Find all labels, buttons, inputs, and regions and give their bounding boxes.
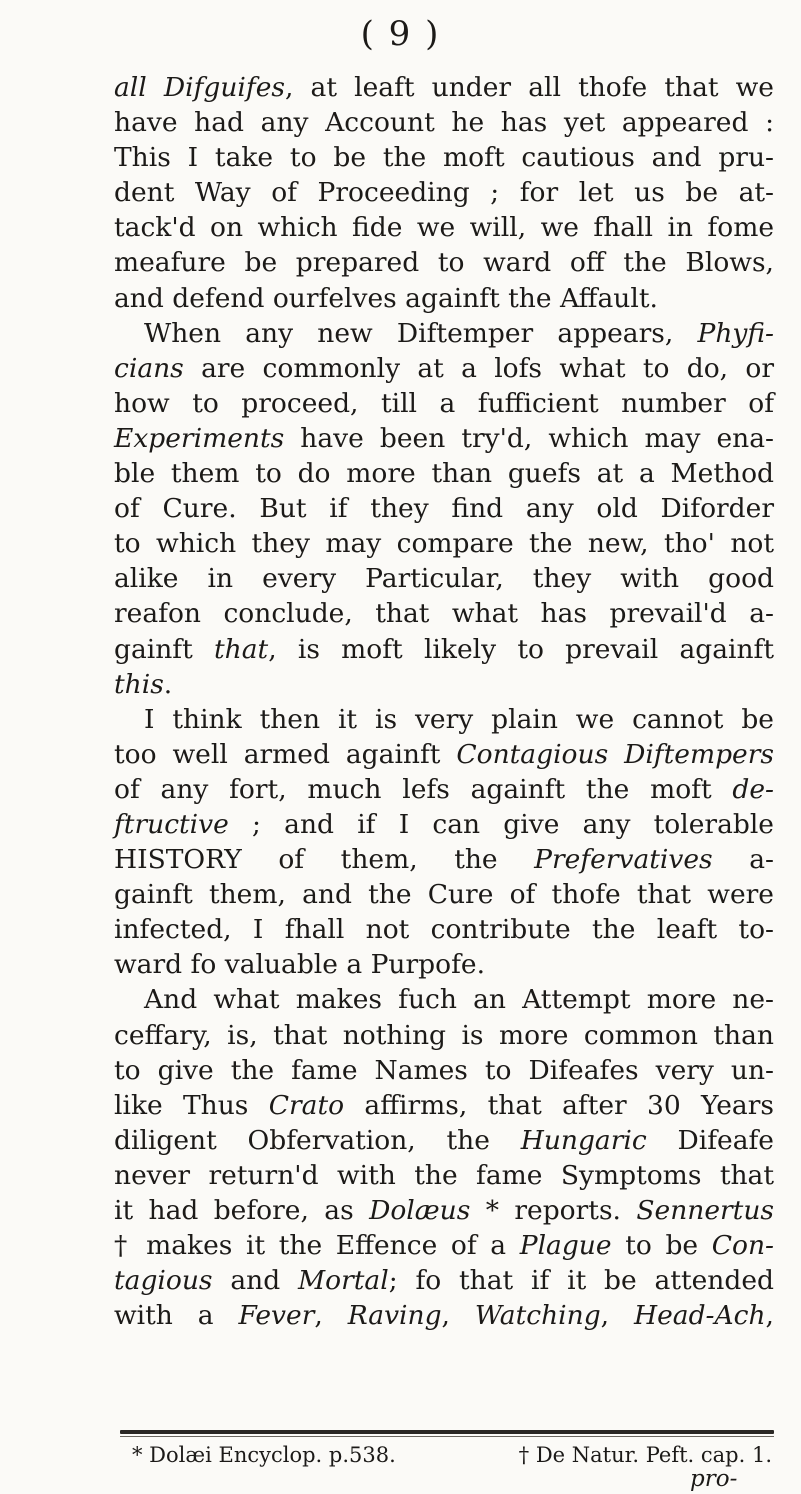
text-line: HISTORY of them, the Prefervatives a- xyxy=(114,844,774,876)
text-line: to which they may compare the new, tho' not xyxy=(114,528,774,560)
text-line: with a Fever, Raving, Watching, Head-Ach, xyxy=(114,1300,774,1332)
text-line: it had before, as Dolæus * reports. Sennertus xyxy=(114,1195,774,1226)
text-line: I think then it is very plain we cannot be xyxy=(144,703,774,735)
text-line: diligent Obfervation, the Hungaric Difeafe xyxy=(114,1124,774,1156)
text-line: all Difguifes, at leaft under all thofe that we xyxy=(114,72,774,103)
footnote-rule xyxy=(120,1430,774,1434)
text-line: never return'd with the fame Symptoms that xyxy=(114,1159,774,1191)
text-line: Experiments have been try'd, which may ena- xyxy=(114,422,774,454)
footnote-sennertus: † De Natur. Peft. cap. 1. xyxy=(518,1443,772,1467)
text-line: tagious and Mortal; fo that if it be attended xyxy=(114,1265,774,1297)
text-line: When any new Diftemper appears, Phyfi- xyxy=(144,317,774,349)
text-line: of Cure. But if they find any old Diforder xyxy=(114,493,774,525)
text-line: ward fo valuable a Purpofe. xyxy=(114,949,485,981)
text-line: to give the fame Names to Difeafes very un- xyxy=(114,1054,774,1086)
text-line: reafon conclude, that what has prevail'd a- xyxy=(114,598,774,630)
text-line: This I take to be the moft cautious and pru- xyxy=(114,142,774,174)
catchword: pro- xyxy=(690,1466,738,1492)
text-line: infected, I fhall not contribute the leaft to- xyxy=(114,914,774,946)
page-number: ( 9 ) xyxy=(360,14,441,54)
text-line: meafure be prepared to ward off the Blows, xyxy=(114,247,774,279)
text-line: gainft that, is moft likely to prevail againft xyxy=(114,633,775,665)
text-line: like Thus Crato affirms, that after 30 Years xyxy=(114,1089,774,1121)
text-line: this. xyxy=(114,668,173,700)
text-line: ble them to do more than guefs at a Method xyxy=(114,458,774,490)
text-line: † makes it the Effence of a Plague to be Con- xyxy=(114,1230,774,1262)
text-line: of any fort, much lefs againft the moft de- xyxy=(114,773,774,805)
footnote-dolaeus: * Dolæi Encyclop. p.538. xyxy=(132,1443,396,1467)
text-line: And what makes fuch an Attempt more ne- xyxy=(144,984,774,1016)
text-line: alike in every Particular, they with good xyxy=(114,563,774,595)
text-line: have had any Account he has yet appeared : xyxy=(114,107,774,139)
body-text xyxy=(114,70,774,1333)
text-line: how to proceed, till a fufficient number of xyxy=(114,387,774,419)
text-line: ceffary, is, that nothing is more common than xyxy=(114,1019,774,1051)
text-line: and defend ourfelves againft the Affault. xyxy=(114,282,658,314)
text-line: ftructive ; and if I can give any tolerable xyxy=(114,808,774,840)
footnotes xyxy=(132,1442,772,1468)
text-line: dent Way of Proceeding ; for let us be at- xyxy=(114,177,774,209)
text-line: tack'd on which fide we will, we fhall in fome xyxy=(114,212,774,244)
text-line: too well armed againft Contagious Diftempers xyxy=(114,738,774,770)
text-line: gainft them, and the Cure of thofe that were xyxy=(114,879,774,911)
text-line: cians are commonly at a lofs what to do, or xyxy=(114,352,774,384)
